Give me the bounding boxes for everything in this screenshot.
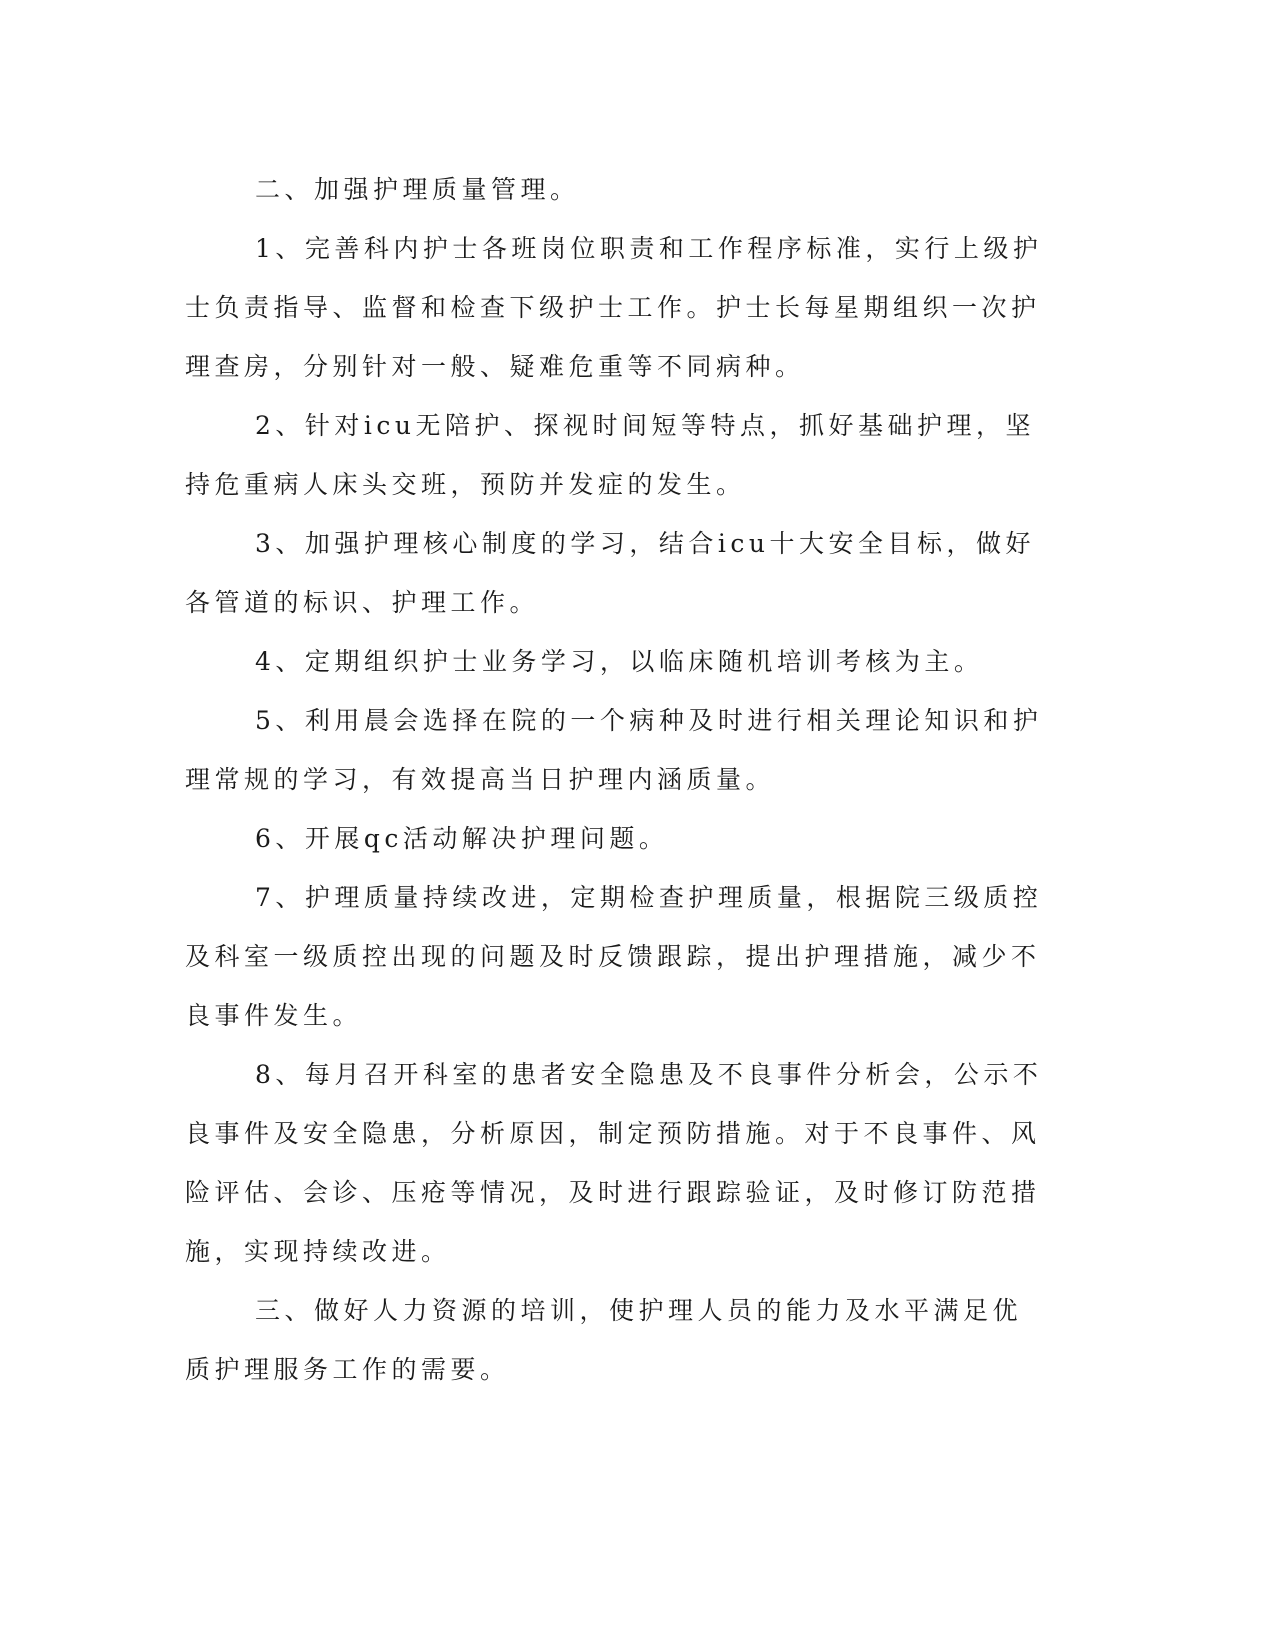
paragraph-item-2: 2、针对icu无陪护、探视时间短等特点，抓好基础护理，坚持危重病人床头交班，预防并发症的发生。 (185, 411, 1036, 499)
document-body (185, 160, 1045, 1399)
paragraph-item-1: 1、完善科内护士各班岗位职责和工作程序标准，实行上级护士负责指导、监督和检查下级护士工作。护士长每星期组织一次护理查房，分别针对一般、疑难危重等不同病种。 (185, 234, 1043, 381)
paragraph-item-5: 5、利用晨会选择在院的一个病种及时进行相关理论知识和护理常规的学习，有效提高当日护理内涵质量。 (185, 706, 1043, 794)
section-heading-2: 二、加强护理质量管理。 (255, 175, 580, 204)
paragraph-item-8: 8、每月召开科室的患者安全隐患及不良事件分析会，公示不良事件及安全隐患，分析原因，制定预防措施。对于不良事件、风险评估、会诊、压疮等情况，及时进行跟踪验证，及时修订防范措施，实现持续改进。 (185, 1060, 1043, 1266)
paragraph-item-4: 4、定期组织护士业务学习，以临床随机培训考核为主。 (255, 647, 984, 676)
paragraph-item-3: 3、加强护理核心制度的学习，结合icu十大安全目标，做好各管道的标识、护理工作。 (185, 529, 1036, 617)
paragraph-item-6: 6、开展qc活动解决护理问题。 (255, 824, 669, 853)
paragraph-item-7: 7、护理质量持续改进，定期检查护理质量，根据院三级质控及科室一级质控出现的问题及时反馈跟踪，提出护理措施，减少不良事件发生。 (185, 883, 1043, 1030)
section-heading-3: 三、做好人力资源的培训，使护理人员的能力及水平满足优质护理服务工作的需要。 (185, 1296, 1023, 1384)
